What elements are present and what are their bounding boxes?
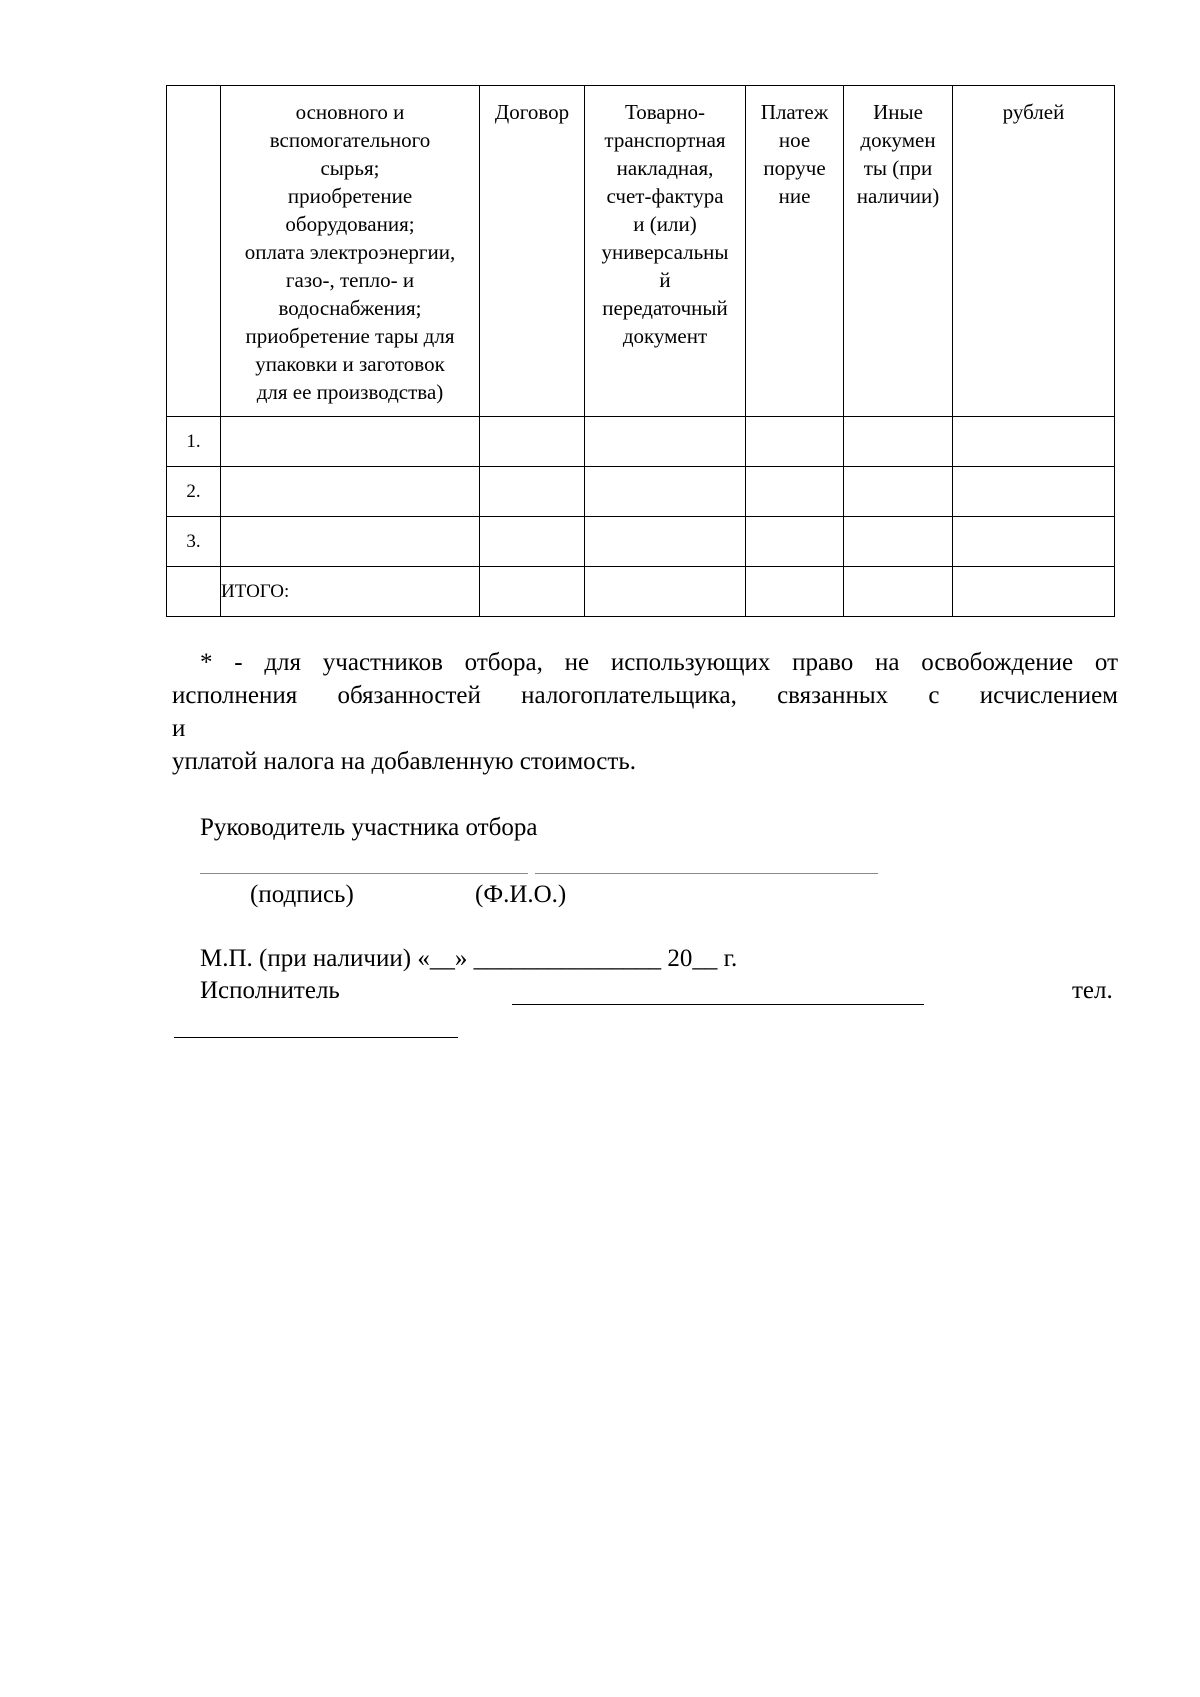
table-total-row [167,567,1115,617]
phone-label: тел. [1072,977,1113,1004]
table-cell [221,417,480,467]
table-cell [480,417,585,467]
table-cell [746,417,844,467]
table-cell [844,517,953,567]
executor-line [512,1004,924,1005]
table-cell [585,417,746,467]
fio-line [535,873,878,874]
header-cell-other-docs: Иные докумен ты (при наличии) [844,86,953,417]
table-cell [221,467,480,517]
header-cell-rubles: рублей [953,86,1115,417]
footnote-line: * - для участников отбора, не использующих право на освобождение от [200,649,1118,676]
table-row [167,517,1115,567]
table-cell [953,467,1115,517]
footnote-line: и [172,715,186,742]
table-cell [953,417,1115,467]
header-cell-waybill: Товарно- транспортная накладная, счет-фактура и (или) универсальны й передаточный документ [585,86,746,417]
table-cell [167,567,221,617]
row-number: 3. [167,517,221,567]
table-cell [844,567,953,617]
footnote-line: уплатой налога на добавленную стоимость. [172,748,636,775]
header-cell-payment-order: Платеж ное поруче ние [746,86,844,417]
head-label: Руководитель участника отбора [200,814,538,841]
table-cell [844,467,953,517]
fio-caption: (Ф.И.О.) [475,881,567,908]
table-cell [585,567,746,617]
phone-line [174,1037,458,1038]
table-cell [480,567,585,617]
table-cell [480,467,585,517]
expenses-table [166,85,1115,617]
footnote-line: исполнения обязанностей налогоплательщика, связанных с исчислением [172,682,1118,709]
table-cell [746,517,844,567]
signature-line [200,873,528,874]
table-cell [746,467,844,517]
table-row [167,467,1115,517]
table-cell [844,417,953,467]
table-cell [953,567,1115,617]
header-cell-contract: Договор [480,86,585,417]
header-cell-num [167,86,221,417]
row-number: 1. [167,417,221,467]
table-cell [953,517,1115,567]
table-header-row [167,86,1115,417]
row-number: 2. [167,467,221,517]
table-cell [585,467,746,517]
total-label: ИТОГО: [221,567,480,617]
table-cell [480,517,585,567]
table-cell [585,517,746,567]
stamp-date-line: М.П. (при наличии) «__» _______________ 20__ г. [200,945,738,972]
executor-label: Исполнитель [200,977,340,1004]
signature-caption: (подпись) [250,881,354,908]
header-cell-purpose: основного и вспомогательного сырья; приобретение оборудования; оплата электроэнергии, газо-, тепло- и водоснабжения; приобретение тары для упаковки и заготовок для ее производства) [221,86,480,417]
table-row [167,417,1115,467]
footnote [172,646,1118,778]
table-cell [221,517,480,567]
table-cell [746,567,844,617]
